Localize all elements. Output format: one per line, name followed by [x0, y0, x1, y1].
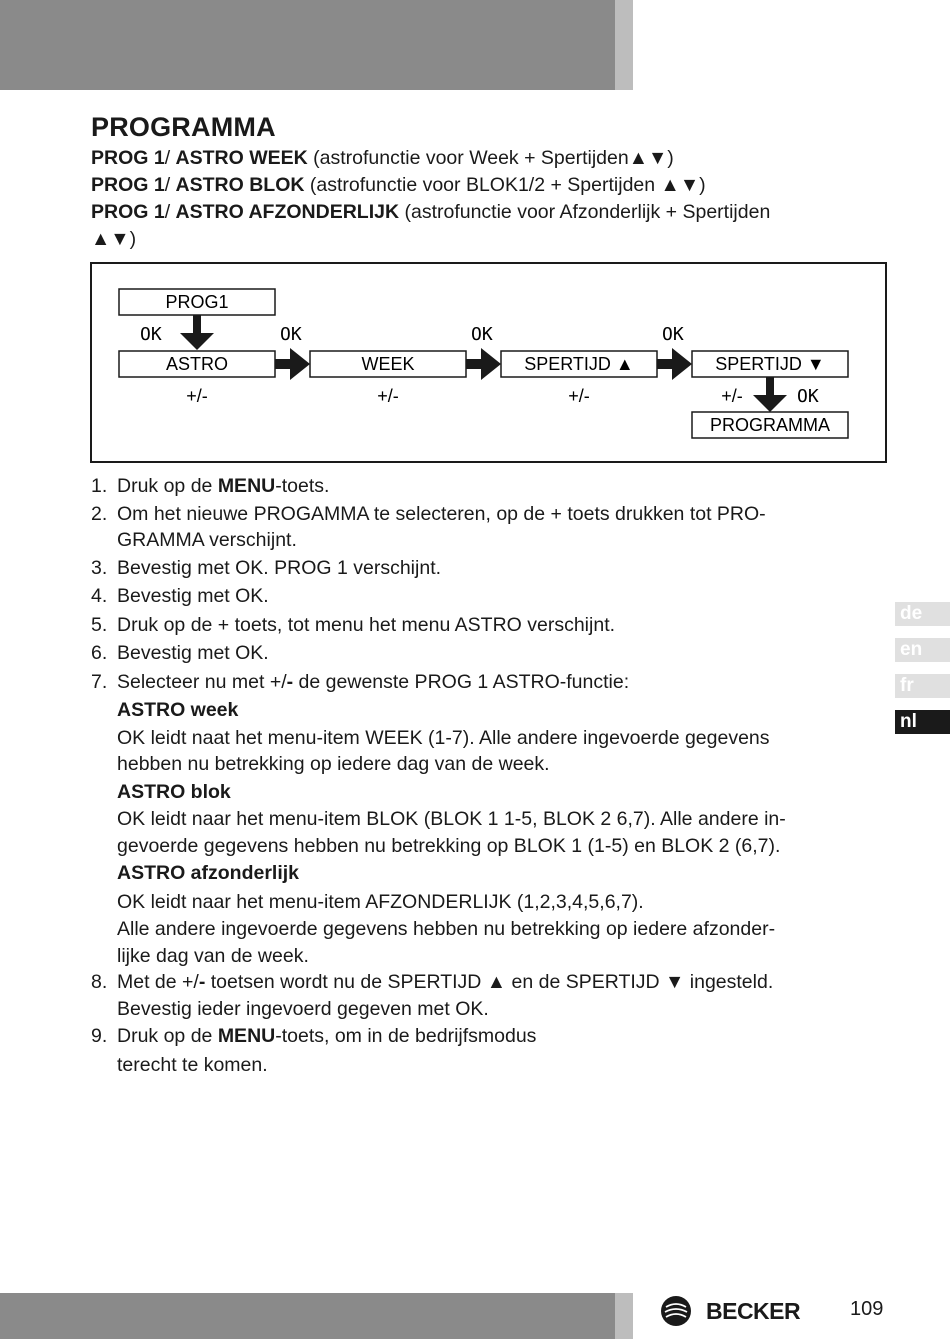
instruction-steps: [91, 472, 891, 1079]
language-tab-de[interactable]: de: [895, 602, 950, 626]
page-title: PROGRAMMA: [91, 112, 276, 142]
astro-box-label: ASTRO: [165, 354, 229, 374]
step-2: 2. Om het nieuwe PROGAMMA te selecteren, op de + toets drukken tot PRO- GRAMMA verschijnt.: [91, 502, 766, 551]
programma-box-label: PROGRAMMA: [709, 415, 831, 435]
spertijd-up-box-label: SPERTIJD ▲: [524, 354, 634, 374]
step-3: 3. Bevestig met OK. PROG 1 verschijnt.: [91, 556, 442, 579]
arrow-right-icon: [657, 348, 692, 380]
ok-label: OK: [140, 324, 162, 345]
header-bar-edge: [615, 0, 633, 90]
step-4: 4. Bevestig met OK.: [91, 585, 269, 607]
plusminus-label: +/-: [377, 386, 399, 406]
language-tab-nl[interactable]: nl: [895, 710, 950, 734]
step-1: 1. Druk op de MENU-toets.: [91, 475, 330, 497]
prog-line: PROG 1/ ASTRO WEEK (astrofunctie voor Week + Spertijden▲▼): [91, 147, 674, 169]
plusminus-label: +/-: [186, 386, 208, 406]
becker-logo-icon: [660, 1295, 692, 1327]
footer-bar: [0, 1293, 615, 1339]
astro-week-title: ASTRO week: [117, 699, 239, 721]
ok-label: OK: [662, 324, 684, 345]
menu-flow-diagram: [90, 262, 887, 463]
astro-afzonderlijk-title: ASTRO afzonderlijk: [117, 862, 300, 884]
prog-line: ▲▼): [91, 228, 137, 250]
astro-week-text: OK leidt naat het menu-item WEEK (1-7). Alle andere ingevoerde gegevens hebben nu betrekking op iedere dag van de week.: [117, 726, 770, 775]
brand-name: BECKER: [706, 1297, 801, 1324]
week-box-label: WEEK: [361, 354, 415, 374]
step-5: 5. Druk op de + toets, tot menu het menu ASTRO verschijnt.: [91, 613, 616, 636]
ok-label: OK: [797, 386, 819, 407]
spertijd-down-box-label: SPERTIJD ▼: [715, 354, 825, 374]
plusminus-label: +/-: [721, 386, 743, 406]
language-tab-fr[interactable]: fr: [895, 674, 950, 698]
ok-label: OK: [280, 324, 302, 345]
astro-afzonderlijk-text-2: Alle andere ingevoerde gegevens hebben nu betrekking op iedere afzonder- lijke dag van de week.: [117, 918, 776, 967]
plusminus-label: +/-: [568, 386, 590, 406]
ok-label: OK: [471, 324, 493, 345]
arrow-down-icon: [180, 333, 214, 350]
arrow-down-icon: [753, 395, 787, 412]
step-7: 7. Selecteer nu met +/- de gewenste PROG 1 ASTRO-functie:: [91, 670, 630, 693]
astro-afzonderlijk-text-1: OK leidt naar het menu-item AFZONDERLIJK (1,2,3,4,5,6,7).: [117, 890, 644, 913]
page-number: 109: [850, 1298, 884, 1320]
astro-blok-title: ASTRO blok: [117, 780, 231, 803]
language-tab-en[interactable]: en: [895, 638, 950, 662]
arrow-right-icon: [275, 348, 310, 380]
astro-blok-text: OK leidt naar het menu-item BLOK (BLOK 1 1-5, BLOK 2 6,7). Alle andere in- gevoerde gegevens hebben nu betrekking op BLOK 1 (1-5) en BLOK 2 (6,7).: [117, 808, 786, 857]
prog-line: PROG 1/ ASTRO BLOK (astrofunctie voor BLOK1/2 + Spertijden ▲▼): [91, 174, 706, 196]
step-9: 9. Druk op de MENU-toets, om in de bedrijfsmodus terecht te komen.: [91, 1025, 537, 1076]
step-8: 8. Met de +/- toetsen wordt nu de SPERTIJD ▲ en de SPERTIJD ▼ ingesteld. Bevestig ieder ingevoerd gegeven met OK.: [91, 971, 774, 1020]
step-6: 6. Bevestig met OK.: [91, 642, 269, 664]
footer-bar-edge: [615, 1293, 633, 1339]
prog-line: PROG 1/ ASTRO AFZONDERLIJK (astrofunctie voor Afzonderlijk + Spertijden: [91, 201, 771, 223]
arrow-right-icon: [466, 348, 501, 380]
language-tabs: [895, 602, 950, 746]
header-bar: [0, 0, 615, 90]
brand-logo: [660, 1294, 800, 1328]
prog-lines: [91, 145, 891, 253]
prog1-label: PROG1: [165, 292, 229, 312]
